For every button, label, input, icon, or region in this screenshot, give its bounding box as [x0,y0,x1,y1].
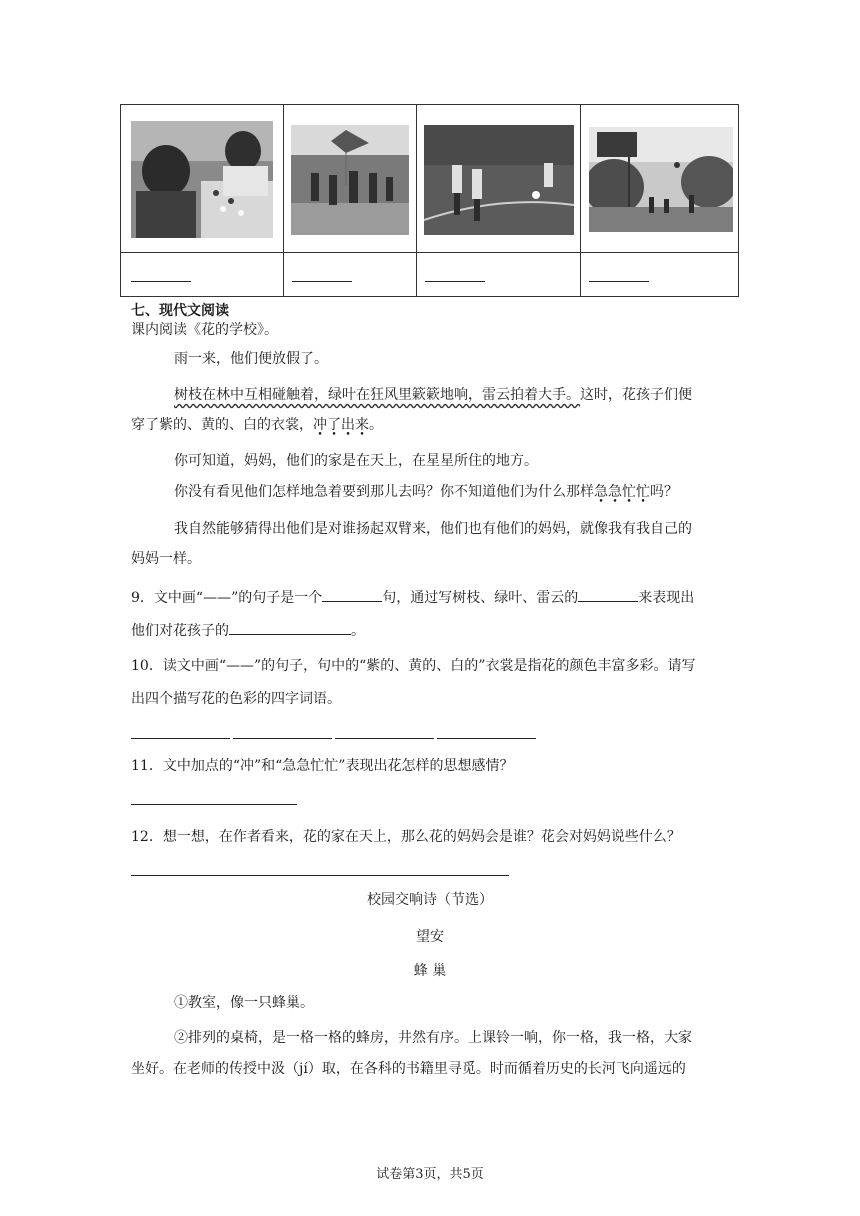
question-11: 11．文中加点的“冲”和“急急忙忙”表现出花怎样的思想感情？ [131,758,514,774]
passage-paragraph-5-cont: 妈妈一样。 [131,551,201,567]
question-10-cont: 出四个描写花的色彩的四字词语。 [131,691,341,707]
question-9: 9．文中画“——”的句子是一个 句，通过写树枝、绿叶、雷云的 来表现出 [131,587,694,608]
activity-photo-table [120,104,739,297]
photo-basketball [589,127,733,232]
q10-answer-line-3[interactable] [335,738,434,739]
poem-section-title: 蜂 巢 [413,963,447,979]
answer-blank-2[interactable] [292,281,352,282]
reading-intro: 课内阅读《花的学校》。 [131,322,278,338]
q12-answer-line[interactable] [131,875,509,876]
dotted-word-jijimangmang: 急急忙忙 [594,484,650,500]
passage-paragraph-3: 你可知道，妈妈，他们的家是在天上，在星星所住的地方。 [174,453,538,469]
question-9-cont: 他们对花孩子的 。 [131,620,365,641]
answer-blank-1[interactable] [131,281,191,282]
passage-paragraph-2: 树枝在林中互相碰触着，绿叶在狂风里簌簌地响，雷云拍着大手。这时，花孩子们便 [174,387,692,403]
q9-blank-1[interactable] [322,587,382,602]
poem-author: 望安 [416,929,444,945]
q9-blank-2[interactable] [578,587,638,602]
passage-paragraph-1: 雨一来，他们便放假了。 [174,351,328,367]
answer-blank-3[interactable] [425,281,485,282]
photo-kite [291,125,409,235]
q10-answer-line-1[interactable] [131,738,230,739]
photo-football [424,125,574,235]
passage-paragraph-2-cont: 穿了紫的、黄的、白的衣裳，冲了出来。 [131,417,383,433]
q11-answer-line[interactable] [131,804,297,805]
section-heading: 七、现代文阅读 [131,303,229,319]
poem-line-3: 坐好。在老师的传授中汲（jí）取，在各科的书籍里寻觅。时而循着历史的长河飞向遥远的 [131,1061,686,1077]
poem-title: 校园交响诗（节选） [367,892,493,908]
question-12: 12．想一想，在作者看来，花的家在天上，那么花的妈妈会是谁？花会对妈妈说些什么？ [131,829,681,845]
q9-blank-3[interactable] [229,620,351,635]
question-10: 10．读文中画“——”的句子，句中的“紫的、黄的、白的”衣裳是指花的颜色丰富多彩。请写 [131,658,696,674]
dotted-word-chong: 冲了出来 [313,417,369,433]
answer-blank-4[interactable] [589,281,649,282]
q10-answer-line-2[interactable] [233,738,332,739]
passage-paragraph-5: 我自然能够猜得出他们是对谁扬起双臂来，他们也有他们的妈妈，就像我有我自己的 [174,521,692,537]
passage-paragraph-4: 你没有看见他们怎样地急着要到那儿去吗？你不知道他们为什么那样急急忙忙吗？ [174,484,678,500]
underlined-sentence: 树枝在林中互相碰触着，绿叶在狂风里簌簌地响，雷云拍着大手。 [174,387,580,403]
q10-answer-line-4[interactable] [437,738,536,739]
poem-line-1: ①教室，像一只蜂巢。 [174,995,314,1011]
poem-line-2: ②排列的桌椅，是一格一格的蜂房，井然有序。上课铃一响，你一格，我一格，大家 [174,1030,692,1046]
photo-chess [131,121,273,238]
page-footer: 试卷第3页，共5页 [376,1167,484,1182]
